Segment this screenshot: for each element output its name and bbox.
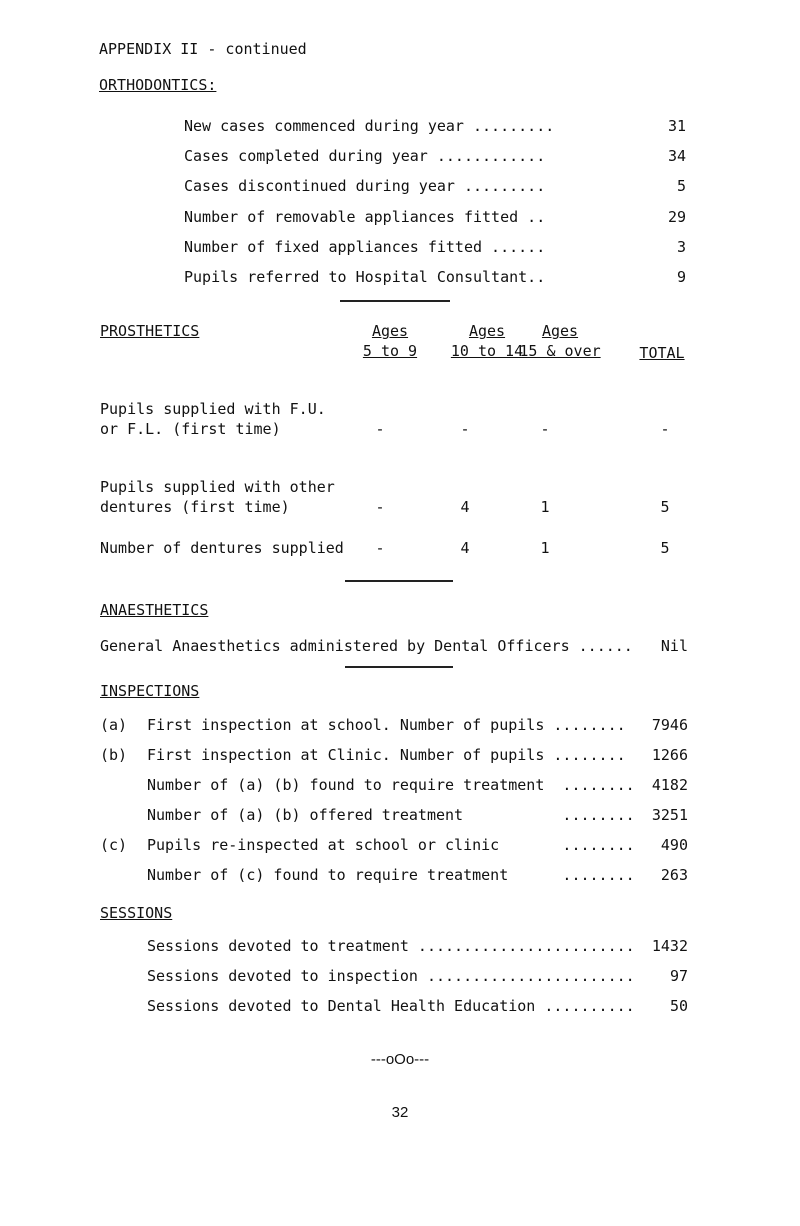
list-item-value: 5 xyxy=(676,177,686,195)
table-row-label: dentures (first time) xyxy=(100,498,290,516)
sessions-heading: SESSIONS xyxy=(100,904,173,922)
list-item-label: Cases discontinued during year ......... xyxy=(184,177,546,195)
list-item-value: 1432 xyxy=(651,937,688,955)
list-item-label: Number of removable appliances fitted .. xyxy=(184,208,546,226)
table-cell: 5 xyxy=(660,539,670,557)
list-item-value: 1266 xyxy=(651,746,688,764)
list-item-tag: (a) xyxy=(100,716,128,734)
list-item-label: Pupils referred to Hospital Consultant.. xyxy=(184,268,546,286)
list-item-label: Number of (a) (b) found to require treatment ........ xyxy=(147,776,635,794)
list-item-label: Cases completed during year ............ xyxy=(184,147,546,165)
column-header-top: Ages xyxy=(371,322,409,340)
list-item-value: 34 xyxy=(667,147,686,165)
list-item-tag: (b) xyxy=(100,746,128,764)
list-item-value: 263 xyxy=(660,866,688,884)
list-item-value: 31 xyxy=(667,117,686,135)
table-row-label: or F.L. (first time) xyxy=(100,420,281,438)
list-item-label: Number of fixed appliances fitted ...... xyxy=(184,238,546,256)
list-item-value: 490 xyxy=(660,836,688,854)
list-item-value: 50 xyxy=(669,997,688,1015)
section-divider xyxy=(340,300,450,302)
table-cell: - xyxy=(460,420,470,438)
table-cell: 1 xyxy=(540,498,550,516)
orthodontics-heading: ORTHODONTICS: xyxy=(99,76,217,94)
table-cell: - xyxy=(660,420,670,438)
anaesthetics-heading: ANAESTHETICS xyxy=(100,601,209,619)
table-row-label: Number of dentures supplied xyxy=(100,539,344,557)
table-row-label: Pupils supplied with other xyxy=(100,478,335,496)
list-item-value: 97 xyxy=(669,967,688,985)
list-item-label: Number of (a) (b) offered treatment ........ xyxy=(147,806,635,824)
column-header-bottom: TOTAL xyxy=(639,344,685,362)
appendix-title: APPENDIX II - continued xyxy=(99,40,307,58)
list-item-value: 4182 xyxy=(651,776,688,794)
list-item-label: First inspection at Clinic. Number of pupils ........ xyxy=(147,746,626,764)
section-divider xyxy=(345,580,453,582)
inspections-heading: INSPECTIONS xyxy=(100,682,200,700)
table-cell: 4 xyxy=(460,498,470,516)
prosthetics-heading: PROSTHETICS xyxy=(100,322,200,340)
list-item-label: Sessions devoted to inspection ....................... xyxy=(147,967,635,985)
table-cell: 1 xyxy=(540,539,550,557)
list-item-label: Sessions devoted to treatment ........................ xyxy=(147,937,635,955)
list-item-label: Pupils re-inspected at school or clinic ........ xyxy=(147,836,635,854)
section-divider xyxy=(345,666,453,668)
list-item-value: 29 xyxy=(667,208,686,226)
table-cell: 4 xyxy=(460,539,470,557)
table-row-label: Pupils supplied with F.U. xyxy=(100,400,326,418)
list-item-label: First inspection at school. Number of pupils ........ xyxy=(147,716,626,734)
table-cell: - xyxy=(540,420,550,438)
list-item-value: 7946 xyxy=(651,716,688,734)
page-number: 32 xyxy=(391,1104,409,1121)
table-cell: - xyxy=(375,498,385,516)
list-item-value: 3251 xyxy=(651,806,688,824)
anaesthetics-label: General Anaesthetics administered by Dental Officers ...... xyxy=(100,637,633,655)
column-header-top: Ages xyxy=(468,322,506,340)
table-cell: - xyxy=(375,539,385,557)
column-header-bottom: 5 to 9 xyxy=(362,342,418,360)
list-item-tag: (c) xyxy=(100,836,128,854)
end-ornament: ---oOo--- xyxy=(370,1051,430,1068)
column-header-bottom: 10 to 14 xyxy=(450,342,524,360)
table-cell: 5 xyxy=(660,498,670,516)
anaesthetics-value: Nil xyxy=(660,637,688,655)
column-header-top: Ages xyxy=(541,322,579,340)
list-item-value: 3 xyxy=(676,238,686,256)
list-item-label: Sessions devoted to Dental Health Education .......... xyxy=(147,997,635,1015)
column-header-bottom: 15 & over xyxy=(519,342,601,360)
list-item-label: Number of (c) found to require treatment ........ xyxy=(147,866,635,884)
table-cell: - xyxy=(375,420,385,438)
list-item-label: New cases commenced during year ......... xyxy=(184,117,555,135)
list-item-value: 9 xyxy=(676,268,686,286)
